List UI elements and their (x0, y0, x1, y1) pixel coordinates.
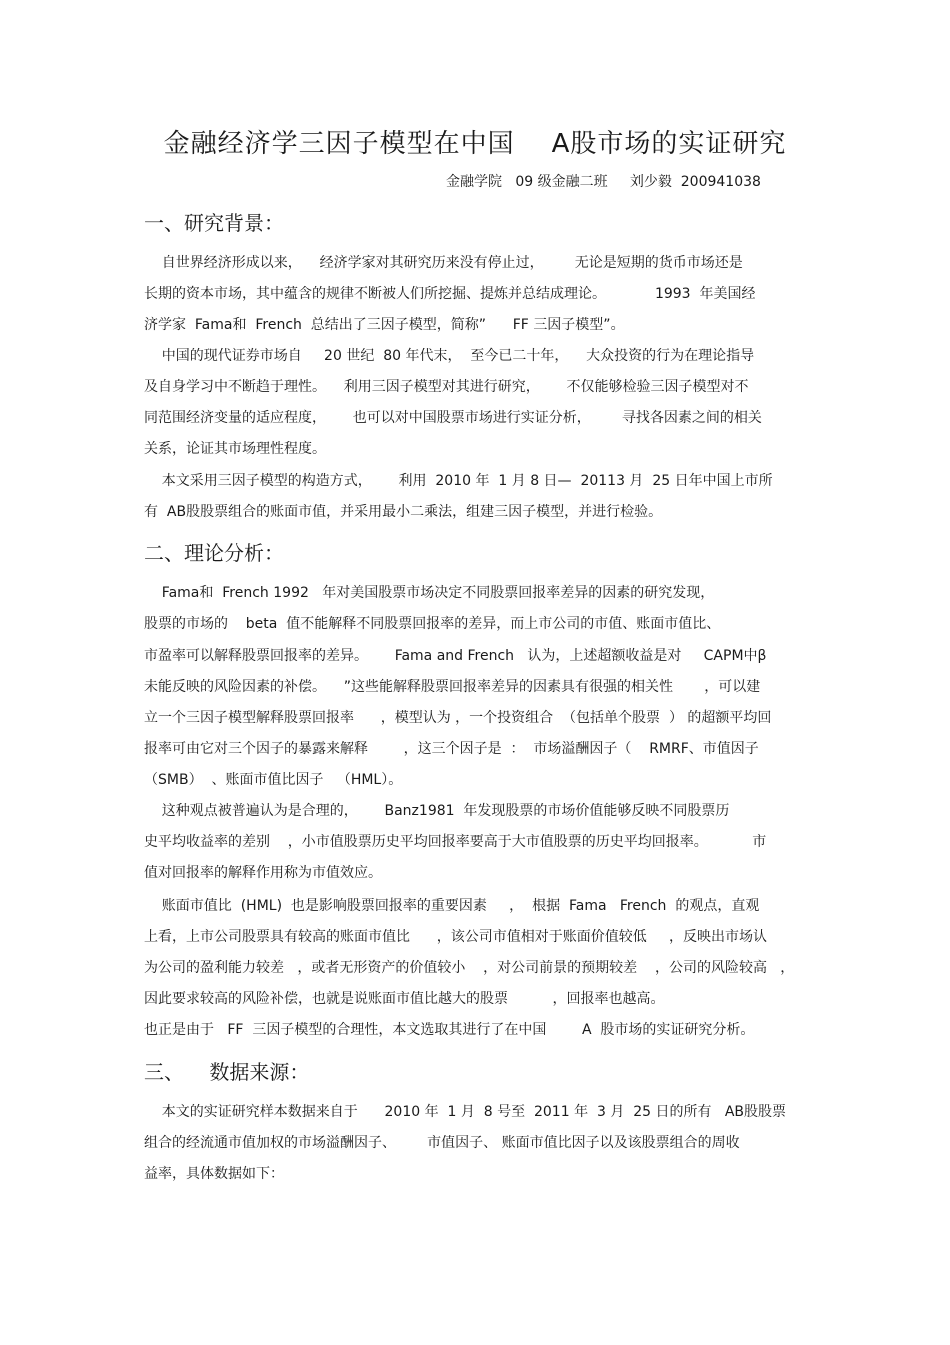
section-heading-theory: 二、理论分析： (144, 541, 284, 565)
paragraph-line: Fama和 French 1992 年对美国股票市场决定不同股票回报率差异的因素的研究发现， (144, 585, 715, 601)
paragraph-line: 未能反映的风险因素的补偿。 ”这些能解释股票回报率差异的因素具有很强的相关性 ，可以建 (144, 679, 761, 695)
paragraph-line: 及自身学习中不断趋于理性。 利用三因子模型对其进行研究， 不仅能够检验三因子模型对不 (144, 379, 749, 395)
paragraph-line: （SMB） 、账面市值比因子 （HML）。 (144, 772, 403, 788)
paragraph-line: 也正是由于 FF 三因子模型的合理性，本文选取其进行了在中国 A 股市场的实证研究分析。 (144, 1022, 755, 1038)
paragraph-line: 报率可由它对三个因子的暴露来解释 ，这三个因子是 ： 市场溢酬因子（ RMRF、市值因子 (144, 741, 759, 757)
section-heading-background: 一、研究背景： (144, 211, 284, 235)
paragraph-line: 益率，具体数据如下： (144, 1166, 284, 1182)
paragraph-line: 长期的资本市场，其中蕴含的规律不断被人们所挖掘、提炼并总结成理论。 1993 年美国经 (144, 286, 756, 302)
paragraph-line: 股票的市场的 beta 值不能解释不同股票回报率的差异，而上市公司的市值、账面市值比、 (144, 616, 721, 632)
paragraph-line: 这种观点被普遍认为是合理的， Banz1981 年发现股票的市场价值能够反映不同股票历 (144, 803, 730, 819)
paragraph-line: 史平均收益率的差别 ，小市值股票历史平均回报率要高于大市值股票的历史平均回报率。 市 (144, 834, 767, 850)
paragraph-line: 值对回报率的解释作用称为市值效应。 (144, 865, 382, 881)
paragraph-line: 账面市值比 (HML) 也是影响股票回报率的重要因素 ， 根据 Fama French 的观点，直观 (144, 898, 760, 914)
paragraph-line: 中国的现代证券市场自 20 世纪 80 年代末， 至今已二十年， 大众投资的行为在理论指导 (144, 348, 755, 364)
document-title: 金融经济学三因子模型在中国 A股市场的实证研究 (163, 129, 787, 159)
paragraph-line: 有 AB股股票组合的账面市值，并采用最小二乘法，组建三因子模型，并进行检验。 (144, 504, 663, 520)
section-heading-data-source: 三、 数据来源： (144, 1060, 310, 1084)
paragraph-line: 上看，上市公司股票具有较高的账面市值比 ，该公司市值相对于账面价值较低 ，反映出市场认 (144, 929, 767, 945)
paragraph-line: 自世界经济形成以来， 经济学家对其研究历来没有停止过， 无论是短期的货币市场还是 (144, 255, 743, 271)
paragraph-line: 本文的实证研究样本数据来自于 2010 年 1 月 8 号至 2011 年 3 月 25 日的所有 AB股股票 (144, 1104, 787, 1120)
paragraph-line: 市盈率可以解释股票回报率的差异。 Fama and French 认为，上述超额收益是对 CAPM中β (144, 648, 767, 664)
paragraph-line: 关系，论证其市场理性程度。 (144, 441, 326, 457)
paragraph-line: 本文采用三因子模型的构造方式， 利用 2010 年 1 月 8 日— 20113 月 25 日年中国上市所 (144, 473, 773, 489)
paragraph-line: 因此要求较高的风险补偿，也就是说账面市值比越大的股票 ，回报率也越高。 (144, 991, 665, 1007)
paragraph-line: 同范围经济变量的适应程度， 也可以对中国股票市场进行实证分析， 寻找各因素之间的相关 (144, 410, 762, 426)
author-byline: 金融学院 09 级金融二班 刘少毅 200941038 (446, 174, 761, 190)
paragraph-line: 为公司的盈利能力较差 ，或者无形资产的价值较小 ，对公司前景的预期较差 ，公司的风险较高 ， (144, 960, 795, 976)
paragraph-line: 济学家 Fama和 French 总结出了三因子模型，简称” FF 三因子模型”。 (144, 317, 625, 333)
paragraph-line: 组合的经流通市值加权的市场溢酬因子、 市值因子、 账面市值比因子以及该股票组合的周收 (144, 1135, 740, 1151)
paragraph-line: 立一个三因子模型解释股票回报率 ，模型认为 ，一个投资组合 （包括单个股票 ） 的超额平均回 (144, 710, 772, 726)
